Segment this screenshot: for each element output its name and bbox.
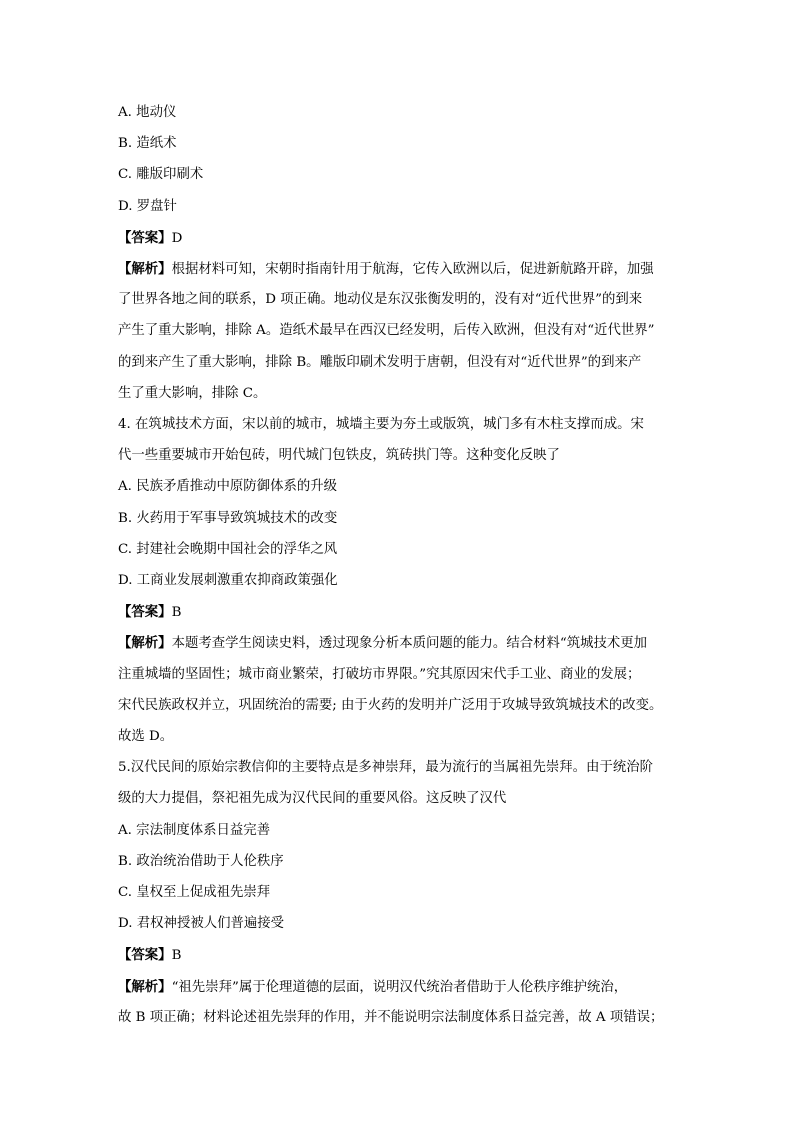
q4-answer-value: B: [171, 605, 182, 620]
q4-analysis-line-3: 宋代民族政权并立，巩固统治的需要; 由于火药的发明并广泛用于攻城导致筑城技术的改变。: [118, 698, 663, 713]
q5-analysis-text-1: “祖先崇拜”属于伦理道德的层面，说明汉代统治者借助于人伦秩序维护统治，: [171, 980, 628, 995]
q4-option-c: C. 封建社会晚期中国社会的浮华之风: [118, 542, 338, 557]
q5-analysis-line-1: [118, 977, 627, 998]
q5-answer: [118, 945, 181, 966]
q4-analysis-line-1: [118, 633, 647, 654]
q4-answer-label: 【答案】: [118, 604, 172, 620]
q4-stem-line-1: 4. 在筑城技术方面，宋以前的城市，城墙主要为夯土或版筑，城门多有木柱支撑而成。宋: [118, 417, 644, 432]
q3-answer-value: D: [171, 231, 183, 246]
q3-analysis-text-1: 根据材料可知，宋朝时指南针用于航海，它传入欧洲以后，促进新航路开辟，加强: [171, 262, 654, 277]
q4-option-a: A. 民族矛盾推动中原防御体系的升级: [118, 479, 338, 494]
q3-option-d: D. 罗盘针: [118, 199, 177, 214]
q3-analysis-line-5: 生了重大影响，排除 C。: [118, 386, 267, 401]
q4-analysis-line-2: 注重城墙的坚固性；城市商业繁荣，打破坊市界限。”究其原因宋代手工业、商业的发展；: [118, 667, 641, 682]
q5-analysis-line-2: 故 B 项正确；材料论述祖先崇拜的作用，并不能说明宗法制度体系日益完善，故 A 项错误；: [118, 1010, 664, 1025]
q4-analysis-label: 【解析】: [118, 635, 172, 651]
q5-analysis-label: 【解析】: [118, 979, 172, 995]
q3-option-b: B. 造纸术: [118, 136, 177, 151]
q3-analysis-label: 【解析】: [118, 261, 172, 277]
q5-option-b: B. 政治统治借助于人伦秩序: [118, 854, 284, 869]
q3-analysis-line-3: 产生了重大影响，排除 A。造纸术最早在西汉已经发明，后传入欧洲，但没有对“近代世界”: [118, 323, 655, 338]
q3-answer-label: 【答案】: [118, 230, 172, 246]
q5-option-c: C. 皇权至上促成祖先崇拜: [118, 885, 271, 900]
q5-stem-line-1: 5.汉代民间的原始宗教信仰的主要特点是多神崇拜，最为流行的当属祖先崇拜。由于统治阶: [118, 760, 654, 775]
q5-stem-line-2: 级的大力提倡，祭祀祖先成为汉代民间的重要风俗。这反映了汉代: [118, 791, 507, 806]
q5-answer-value: B: [171, 948, 182, 963]
q3-option-a: A. 地动仪: [118, 105, 177, 120]
q3-option-c: C. 雕版印刷术: [118, 167, 204, 182]
q4-analysis-text-1: 本题考查学生阅读史料，透过现象分析本质问题的能力。结合材料“筑城技术更加: [171, 636, 648, 651]
q3-answer: [118, 228, 182, 249]
q3-analysis-line-1: [118, 259, 654, 280]
q4-stem-line-2: 代一些重要城市开始包砖，明代城门包铁皮，筑砖拱门等。这种变化反映了: [118, 448, 560, 463]
q4-option-d: D. 工商业发展刺激重农抑商政策强化: [118, 573, 338, 588]
q5-option-a: A. 宗法制度体系日益完善: [118, 823, 271, 838]
q3-analysis-line-2: 了世界各地之间的联系，D 项正确。地动仪是东汉张衡发明的，没有对“近代世界”的到来: [118, 292, 643, 307]
q5-answer-label: 【答案】: [118, 947, 172, 963]
q4-answer: [118, 602, 181, 623]
q3-analysis-line-4: 的到来产生了重大影响，排除 B。雕版印刷术发明于唐朝，但没有对“近代世界”的到来产: [118, 355, 642, 370]
q5-option-d: D. 君权神授被人们普遍接受: [118, 916, 285, 931]
q4-analysis-line-4: 故选 D。: [118, 729, 174, 744]
q4-option-b: B. 火药用于军事导致筑城技术的改变: [118, 511, 338, 526]
